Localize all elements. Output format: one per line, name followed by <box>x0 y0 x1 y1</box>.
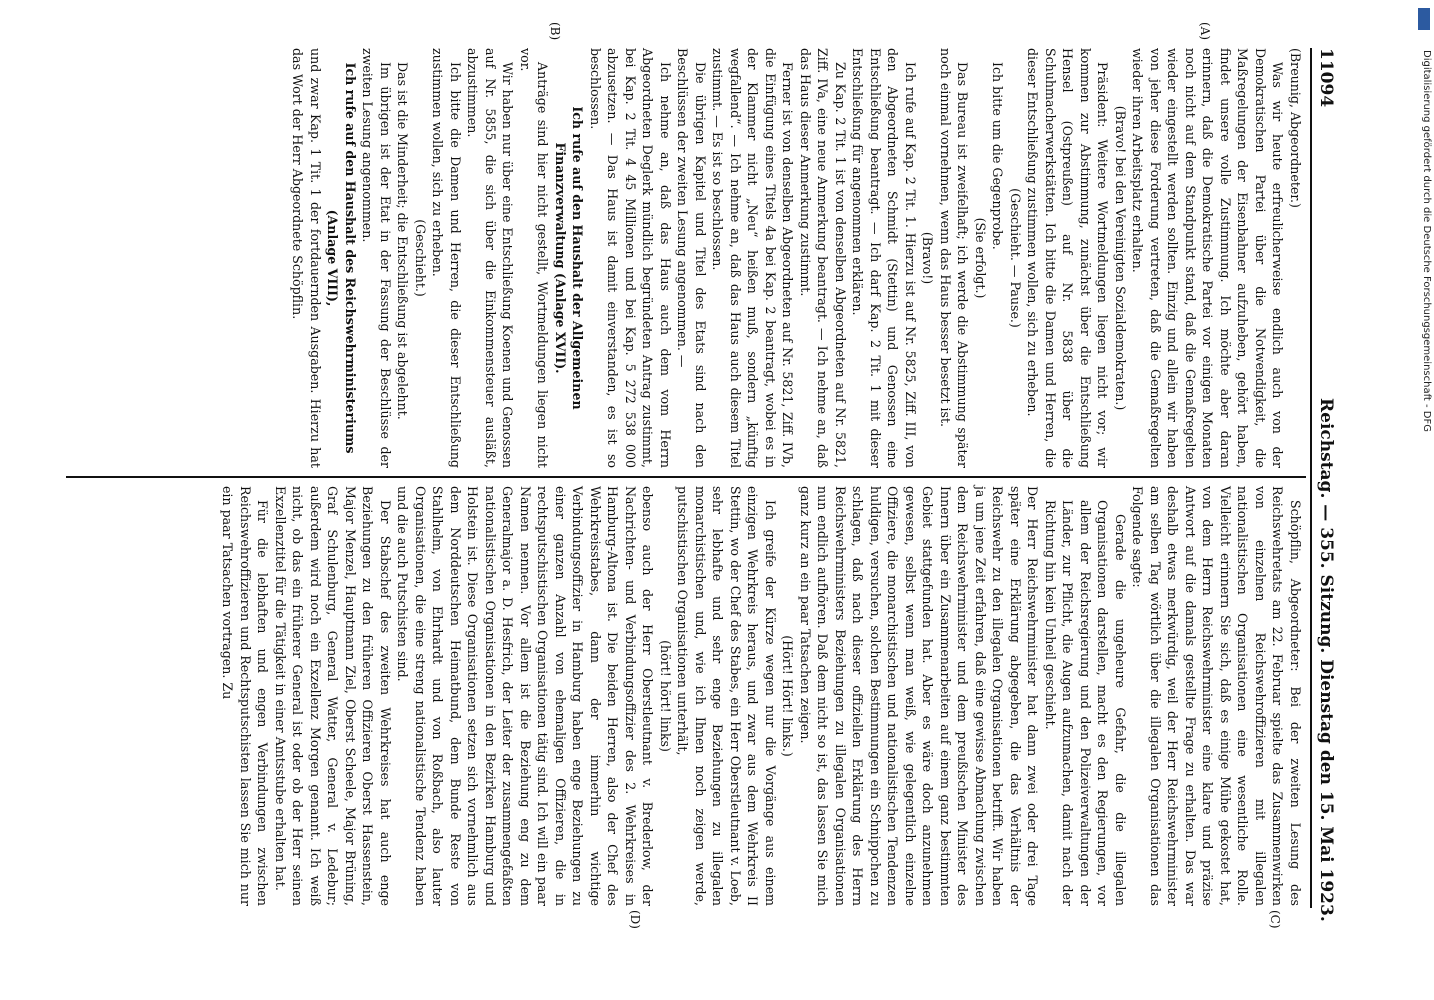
paragraph: Im übrigen ist der Etat in der Fassung der Beschlüsse der zweiten Lesung angenommen. <box>360 48 393 468</box>
paragraph: Die übrigen Kapitel und Titel des Etats sind nach den Beschlüssen der zweiten Lesung angenommen. — <box>675 48 708 468</box>
page-header <box>1312 48 1342 922</box>
paragraph: Der Stabschef des zweiten Wehrkreises hat auch enge Beziehungen zu den früheren Offizieren Oberst Hassenstein, Major Menzel, Hauptmann Ziel, Oberst Scheele, Major Brüning, Graf Schulenburg, General Watter, General v. Ledebur; außerdem wird noch ein Exzellenz Morgen genannt. Ich weiß nicht, ob das ein früherer General ist oder ob der Herr seinen Exzellenztitel für die Tätigkeit in einer Amtsstube erhalten hat. <box>273 486 393 906</box>
interjection: (Hört! Hört! links.) <box>780 635 796 757</box>
margin-label-b: (B) <box>548 22 562 41</box>
paragraph: Der Herr Reichswehrminister hat dann zwei oder drei Tage später eine Erklärung abgegeben, die das Verhältnis der Reichswehr zu den illegalen Organisationen betrifft. Wir haben ja um jene Zeit erfahren, daß eine gewisse Abmachung zwischen dem Reichswehrminister und dem preußischen Minister des Innern über ein Zusammenarbeiten auf einem ganz bestimmten Gebiet stattgefunden hat. Aber es wäre doch anzunehmen gewesen, selbst wenn man weiß, wie gelegentlich einzelne Offiziere, die monarchistischen und nationalistischen Tendenzen huldigen, versuchen, solchen Bestimmungen ein Schnippchen zu schlagen, daß nach dieser offiziellen Erklärung des Herrn Reichswehrministers Beziehungen zu illegalen Organisationen nun endlich aufhören. Daß dem nicht so ist, das lassen Sie mich ganz kurz an ein paar Tatsachen zeigen. <box>798 486 1041 906</box>
paragraph: Schöpflin, Abgeordneter: Bei der zweiten Lesung des Reichswehretats am 22. Februar spielte das Zusammenwirken von einzelnen Reichswehroffizieren mit illegalen nationalistischen Organisationen eine wesentliche Rolle. Vielleicht erinnern Sie sich, daß es einige Mühe gekostet hat, von dem Herrn Reichswehrminister eine klare und präzise Antwort auf die damals gestellte Frage zu erhalten. Das war deshalb etwas merkwürdig, weil der Herr Reichswehrminister am selben Tag wörtlich über die illegalen Organisationen das Folgende sagte: <box>1130 486 1303 906</box>
left-column <box>289 48 1304 468</box>
digitization-credit: Digitalisierung gefördert durch die Deutsche Forschungsgemeinschaft - DFG <box>1421 50 1432 433</box>
interjection: (Sie erfolgt.) <box>973 217 988 299</box>
paragraph: Das Bureau ist zweifelhaft; ich werde die Abstimmung später noch einmal vornehmen, wenn das Haus besser besetzt ist. <box>938 48 971 468</box>
interjection: (hört! hört! links) <box>658 640 673 752</box>
interjection: (Geschieht.) <box>413 219 428 297</box>
margin-label-d: (D) <box>628 910 642 929</box>
paragraph: Präsident: Weitere Wortmeldungen liegen nicht vor; wir kommen zur Abstimmung, zunächst über die Entschließung Hensel (Ostpreußen) auf Nr. 5838 über die Schuhmacherwerkstätten. Ich bitte die Damen und Herren, die dieser Entschließung zustimmen wollen, sich zu erheben. <box>1025 48 1111 468</box>
dfg-logo-icon <box>1418 8 1430 30</box>
paragraph: Ich bitte die Damen und Herren, die dieser Entschließung zustimmen wollen, sich zu erheben. <box>430 48 463 468</box>
paragraph: Anträge sind hier nicht gestellt, Wortmeldungen liegen nicht vor. <box>518 48 551 468</box>
paragraph: Ich bitte um die Gegenprobe. <box>990 62 1006 250</box>
paragraph: Ich nehme an, daß das Haus auch dem vom Herrn Abgeordneten Deglerk mündlich begründeten Antrag zustimmt, bei Kap. 2 Tit. 4 45 Millionen und bei Kap. 5 272 538 000 abzusetzen. — Das Haus ist damit einverstanden, es ist so beschlossen. <box>588 48 673 468</box>
column-divider <box>66 476 1306 478</box>
right-column <box>219 486 1304 906</box>
paragraph: Ich rufe auf Kap. 2 Tit. 1. Hierzu ist auf Nr. 5825, Ziff. III, von den Abgeordneten Schmidt (Stettin) und Genossen eine Entschließung beantragt. — Ich darf Kap. 2 Tit. 1 mit dieser Entschließung für angenommen erklären. <box>850 48 918 468</box>
rotated-page <box>52 22 1342 929</box>
quotation: Gerade die ungeheure Gefahr, die die illegalen Organisationen darstellen, macht es den Regierungen, vor allem der Reichsregierung und den Polizeiverwaltungen der Länder, zur Pflicht, die Augen aufzumachen, damit nach der Richtung hin kein Unheil geschieht. <box>1043 500 1128 906</box>
margin-label-a: (A) <box>1198 22 1212 41</box>
interjection: (Bravo!) <box>920 231 936 285</box>
paragraph: und zwar Kap. 1 Tit. 1 der fortdauernden Ausgaben. Hierzu hat das Wort der Herr Abgeordnete Schöpflin. <box>290 48 323 468</box>
paragraph: Ich greife der Kürze wegen nur die Vorgänge aus einem einzigen Wehrkreis heraus, und zwar aus dem Wehrkreis II Stettin, wo der Chef des Stabes, ein Herr Oberstleutnant v. Loeb, sehr lebhafte und sehr enge Beziehungen zu illegalen monarchistischen und, wie ich Ihnen noch zeigen werde, putschistischen Organisationen unterhält, <box>675 486 778 906</box>
paragraph: ebenso auch der Herr Oberstleutnant v. Brederlow, der Nachrichten- und Verbindungsoffizier des 2. Wehrkreises in Hamburg-Altona ist. Die beiden Herren, also der Chef des Wehrkreisstabes, dann der immerhin wichtige Verbindungsoffizier in Hamburg haben enge Beziehungen zu einer ganzen Anzahl von ehemaligen Offizieren, die in rechtsputschistischen Organisationen tätig sind. Ich will ein paar Namen nennen. Vor allem ist die Beziehung eng zu dem Generalmajor a. D. Hesfrich, der Leiter der zusammengefaßten nationalistischen Organisationen in den Bezirken Hamburg und Holstein ist. Diese Organisationen setzen sich vornehmlich aus dem Norddeutschen Heimatbund, dem Bunde Reste von Stahlhelm, von Ehrhardt und von Roßbach, also lauter Organisationen, die eine streng nationalistische Tendenz haben und die auch Putschisten sind. <box>395 486 656 906</box>
paragraph: (Breunig, Abgeordneter.) <box>1288 48 1303 208</box>
header-rule <box>1310 48 1312 908</box>
interjection: (Bravo! bei den Vereinigten Sozialdemokraten.) <box>1113 105 1128 411</box>
section-heading: Ich rufe auf den Haushalt der Allgemeinen Finanzverwaltung (Anlage XVII). <box>553 106 586 410</box>
paragraph: Was wir heute erfreulicherweise endlich auch von der Demokratischen Partei über die Notwendigkeit, die Maßregelungen der Eisenbahner aufzuheben, gehört haben, findet unsere volle Zustimmung. Ich möchte aber daran erinnern, daß die Demokratische Partei vor einigen Monaten noch nicht auf dem Standpunkt stand, daß die Gemaßregelten wieder eingestellt werden sollten. Einzig und allein wir haben von jeher diese Forderung vertreten, daß die Gemaßregelten wieder ihren Arbeitsplatz erhalten. <box>1130 48 1286 468</box>
paragraph: Das ist die Minderheit; die Entschließung ist abgelehnt. <box>395 62 411 420</box>
paragraph: Zu Kap. 2 Tit. 1 ist von denselben Abgeordneten auf Nr. 5821, Ziff. IVa, eine neue Anmerkung beantragt. — Ich nehme an, daß das Haus dieser Anmerkung zustimmt. <box>798 48 848 468</box>
interjection: (Geschieht. — Pause.) <box>1008 188 1023 328</box>
margin-label-c: (C) <box>1268 910 1282 929</box>
paragraph: Ferner ist von denselben Abgeordneten auf Nr. 5821, Ziff. IVb, die Einfügung eines Titels 4a bei Kap. 2 beantragt, wobei es in der Klammer nicht „Neu“ heißen muß, sondern „künftig wegfallend“. — Ich nehme an, daß das Haus auch diesem Titel zustimmt. — Es ist so beschlossen. <box>710 48 796 468</box>
page-title: Reichstag. — 355. Sitzung. Dienstag den 15. Mai 1923. <box>1316 398 1336 922</box>
paragraph: Für die lebhaften und engen Verbindungen zwischen Reichswehroffizieren und Rechtsputschisten lassen Sie mich nur ein paar Tatsachen vortragen. Zu <box>220 486 271 906</box>
page-number: 11094 <box>1316 48 1336 108</box>
paragraph: Wir haben nur über eine Entschließung Koenen und Genossen auf Nr. 5855, die sich über die Einkommensteuer ausläßt, abzustimmen. <box>465 48 516 468</box>
section-heading: Ich rufe auf den Haushalt des Reichswehrministeriums (Anlage VIII), <box>325 62 358 454</box>
